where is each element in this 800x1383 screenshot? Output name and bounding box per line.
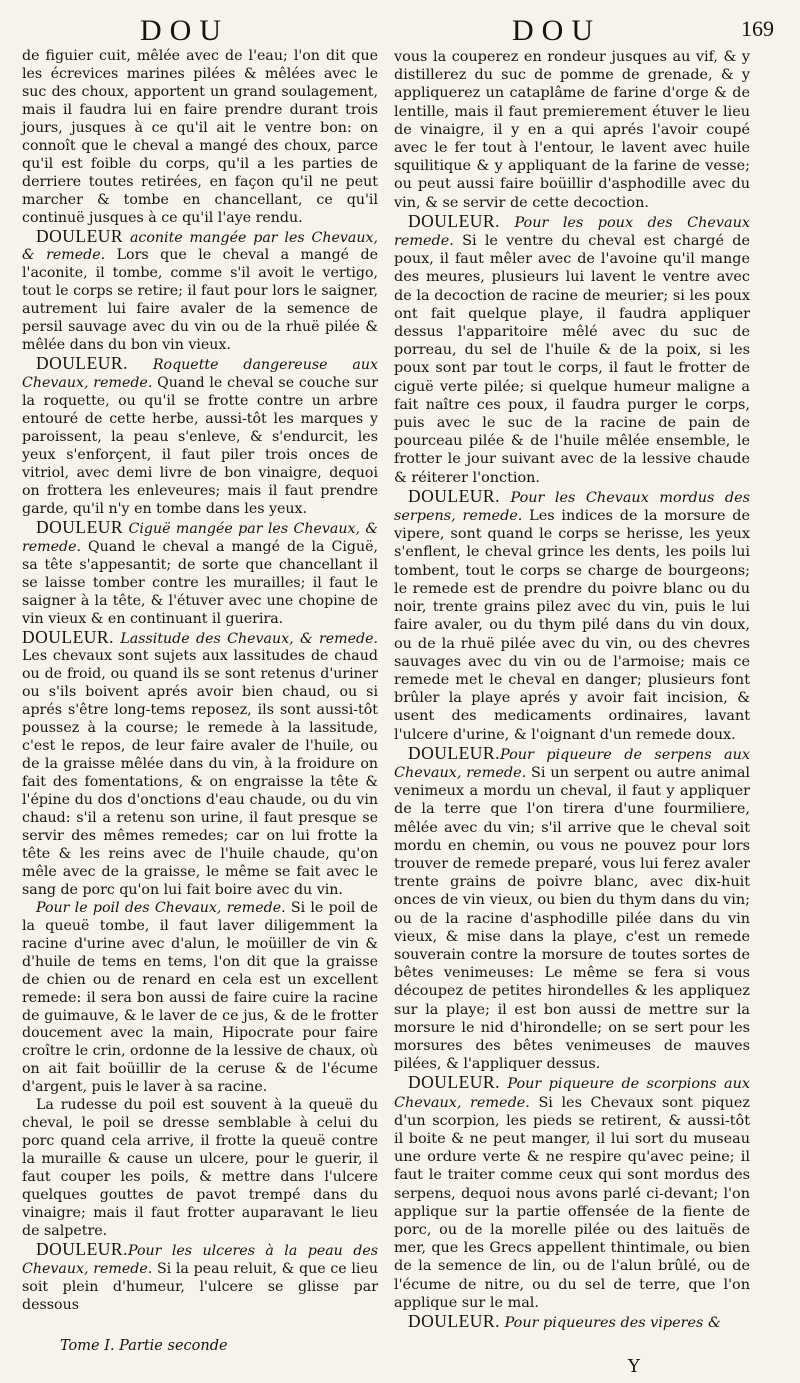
entry-body: Les chevaux sont sujets aux lassitudes de chaud ou de froid, ou quand ils se sont retenus d'uriner ou s'ils boivent aprés avoir bien chaud, ou si aprés s'être long-tems reposez, ils sont aussi-tôt poussez à la course; le remede à la lassitude, c'est le repos, de leur faire avaler de l'huile, ou de la graisse mêlée dans du vin, à la froidure on fait des fomentations, & on engraisse la tête & l'épine du dos d'onctions d'eau chaude, ou du vin chaud: s'il a retenu son urine, il faut presque se servir des mêmes remedes; car on lui frotte la tête & les reins avec de l'huile chaude, qu'on mêle avec de la graisse, le même se fait avec le sang de porc qu'on lui fait boire avec du vin. [22,648,378,898]
entry-roquette [22,355,378,519]
entry-serpens [394,487,750,744]
paragraph: vous la couperez en rondeur jusques au vif, & y distillerez du suc de pomme de grenade, & y appliquerez un cataplâme de farine d'orge & de lentille, mais il faut premierement étuver le lieu de vinaigre, il y en a qui aprés l'avoir coupé avec le fer tout à l'entour, le lavent avec huile squilitique & y appliquant de la farine de vesse; ou peut aussi faire boüillir d'asphodille avec du vin, & se servir de cette decoction. [394,49,750,211]
entry-body: Si le poil de la queuë tombe, il faut laver diligemment la racine d'urine avec d'alun, le moüiller de vin & d'huile de tems en tems, l'on dit que la graisse de chien ou de renard en cela est un excellent remede: il sera bon aussi de faire cuire la racine de guimauve, & le laver de ce jus, & de le frotter doucement avec la main, Hipocrate pour faire croître le crin, ordonne de la lessive de chaux, où on ait fait boüillir de la ceruse & de l'écume d'argent, puis le laver à sa racine. [22,899,379,1096]
entry-title: Roquette dangereuse aux Chevaux, remede. [22,357,378,392]
paragraph: de figuier cuit, mêlée avec de l'eau; l'on dit que les écrevices marines pilées & mêlées avec le suc des choux, apportent un grand soulagement, mais il faudra lui en faire prendre durant trois jours, jusques à ce qu'il ait le ventre bon: on connoît que le cheval a mangé des choux, parce qu'il est foible du corps, qu'il a les parties de derriere toutes retirées, en façon qu'il ne peut marcher & tombe en chancellant, ce qu'il continuë jusques à ce qu'il l'aye rendu. [22,48,378,226]
entry-title: Pour le poil des Chevaux, remede. [36,899,286,916]
entry-title: Pour piqueure de serpens aux Chevaux, remede. [394,746,750,781]
entry-title: aconite mangée par les Chevaux, & remede. [22,229,378,264]
right-column [394,48,750,1332]
entry-viperes [394,1312,750,1332]
entry-title: Pour les Chevaux mordus des serpens, remede. [394,489,750,525]
entry-body: Les indices de la morsure de vipere, sont quand le corps se herisse, les yeux s'enflent, le cheval grince les dents, les poils lui tombent, tout le corps se charge de bourgeons; le remede est de prendre du poivre blanc ou du noir, trente grains pilez avec du vin, puis le lui faire avaler, ou du thym pilé dans du vin doux, ou de la rhuë pilée avec du vin, ou des chevres sauvages avec du vin ou de l'armoise; mais ce remede met le cheval en danger; plusieurs font brûler la playe aprés y avoir fait incision, & usent des medicaments ordinaires, lavant l'ulcere d'urine, & l'oignant d'un remede doux. [394,508,751,743]
entry-aconite [22,225,378,356]
entry-keyword: DOULEUR [36,225,124,246]
entry-body: Quand le cheval se couche sur la roquette, ou qu'il se frotte contre un arbre entouré de cette herbe, aussi-tôt les marques y paroissent, la peau s'enleve, & s'endurcit, les yeux s'enforçent, il faut piler trois onces de vitriol, avec demi livre de bon vinaigre, dequoi on frottera les enleveures; mais il faut prendre garde, qu'il n'y en tombe dans les yeux. [22,375,378,517]
entry-title: Ciguë mangée par les Chevaux, & remede. [22,520,378,555]
entry-ulceres [22,1238,378,1315]
entry-keyword: DOULEUR [36,516,124,537]
volume-footer: Tome I. Partie seconde [60,1338,228,1354]
entry-lassitude [22,626,379,900]
entry-body: Si un serpent ou autre animal venimeux a mordu un cheval, il faut y appliquer de la terre que l'on tirera d'une fourmiliere, mêlée avec du vin; s'il arrive que le cheval soit mordu en chemin, ou vous ne pouvez pour lors trouver de remede preparé, vous lui ferez avaler trente grains de poivre blanc, avec dix-huit onces de vin vieux, ou bien du thym dans du vin; ou de la racine d'asphodille pilée dans du vin vieux, & mise dans la playe, c'est un remede souverain contre la morsure de toutes sortes de bêtes venimeuses: Le même se fera si vous découpez de petites hirondelles & les appliquez sur la playe; il est bon aussi de mettre sur la morsure le nid d'hirondelle; on se sert pour les morsures des bêtes venimeuses de mauves pilées, & l'appliquer dessus. [394,764,750,1073]
paragraph: La rudesse du poil est souvent à la queuë du cheval, le poil se dresse semblable à celui du porc quand cela arrive, il frotte la queuë contre la muraille & cause un ulcere, pour le guerir, il faut couper les poils, & mettre dans l'ulcere quelques gouttes de pavot trempé dans du vinaigre; mais il faut frotter auparavant le lieu de salpetre. [22,1097,378,1239]
entry-keyword: DOULEUR. [408,210,500,231]
running-header [22,14,778,48]
entry-keyword: DOULEUR. [408,1072,500,1093]
page-number: 169 [741,16,774,41]
entry-body: Si la peau reluit, & que ce lieu soit plein d'humeur, l'ulcere se glisse par dessous [22,1260,378,1313]
entry-body: Si les Chevaux sont piquez d'un scorpion, les pieds se retirent, & aussi-tôt il boite & ne peut manger, il lui sort du museau une ordure verte & ne respire qu'avec peine; il faut le traiter comme ceux qui sont mordus des serpens, dequoi nous avons parlé ci-devant; l'on applique sur la partie offensée de la fiente de porc, ou de la morelle pilée ou des laituës de mer, que les Grecs appellent thintimale, ou bien de la semence de lin, ou de l'alun brûlé, ou de l'écume de nitre, ou du sel de terre, que l'on applique sur le mal. [394,1094,750,1311]
entry-title: Lassitude des Chevaux, & remede. [120,630,379,647]
header-right-word: DOU [512,14,601,47]
entry-keyword: DOULEUR. [408,742,500,763]
entry-keyword: DOULEUR. [22,626,114,647]
entry-title: Pour piqueure de scorpions aux Chevaux, remede. [394,1076,751,1111]
entry-body: Lors que le cheval a mangé de l'aconite, il tombe, comme s'il avoit le vertigo, tout le corps se retire; il faut pour lors le saigner, autrement lui faire avaler de la semence de persil sauvage avec du vin ou de la rhuë pilée & mêlée dans du bon vin vieux. [22,247,378,354]
entry-title: Pour les poux des Chevaux remede. [394,214,750,250]
entry-title: Pour piqueures des viperes & [504,1315,721,1332]
left-column [22,48,378,1315]
entry-poux [394,212,750,487]
header-left-word: DOU [140,14,229,47]
entry-keyword: DOULEUR. [408,485,500,506]
entry-scorpions [394,1073,750,1312]
entry-poil [22,900,378,1097]
entry-keyword: DOULEUR. [408,1311,500,1332]
entry-body: Si le ventre du cheval est chargé de poux, il faut mêler avec de l'avoine qu'il mange des meures, plusieurs lui lavent le ventre avec de la decoction de racine de meurier; si les poux ont fait quelque playe, il faudra appliquer dessus l'apparitoire mêlé avec du suc de porreau, du sel de l'huile & de la poix, si les poux sont par tout le corps, il faut le frotter de ciguë verte pilée; si quelque humeur maligne a fait naître ces poux, il faudra purger le corps, puis avec le suc de la racine de pain de pourceau pilée & de l'huile mêlée ensemble, le frotter le jour suivant avec de la lessive chaude & réiterer l'onction. [394,233,751,486]
entry-keyword: DOULEUR. [36,353,128,374]
entry-keyword: DOULEUR. [36,1238,128,1259]
entry-title: Pour les ulceres à la peau des Chevaux, remede. [22,1242,378,1277]
entry-piqueure-serpens [394,744,750,1074]
text-columns [22,48,778,1348]
entry-body: Quand le cheval a mangé de la Ciguë, sa tête s'appesantit; de sorte que chancellant il se laisse tomber contre les murailles; il faut le saigner à la tête, & l'étuver avec une chopine de vin vieux & en continuant il guerira. [22,538,379,627]
entry-cigue [22,516,379,629]
signature-mark: Y [628,1356,640,1377]
